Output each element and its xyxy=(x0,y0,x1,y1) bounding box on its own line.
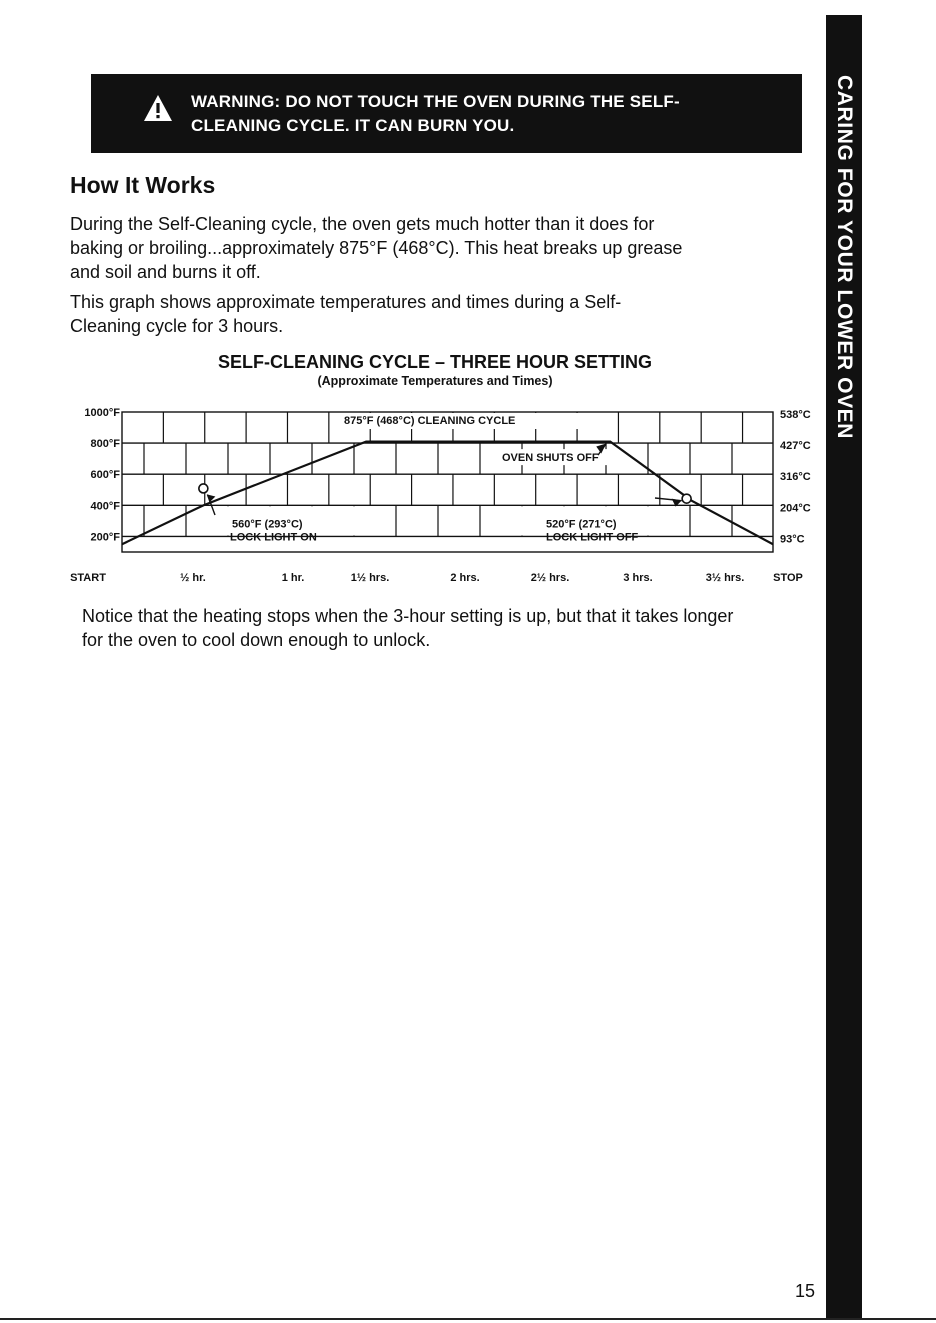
page-number: 15 xyxy=(795,1281,816,1301)
x-tick-label: ½ hr. xyxy=(180,572,206,584)
warning-banner xyxy=(91,74,802,153)
graph-intro-line: Cleaning cycle for 3 hours. xyxy=(70,316,284,336)
warning-line-1: WARNING: DO NOT TOUCH THE OVEN DURING THE SELF- xyxy=(191,92,680,111)
x-tick-label: 2½ hrs. xyxy=(530,572,570,584)
y-tick-right: 427°C xyxy=(780,440,811,453)
x-tick-label: 3½ hrs. xyxy=(705,572,745,584)
lock-off-marker xyxy=(682,494,691,503)
x-tick-label: 1½ hrs. xyxy=(350,572,390,584)
chart-subtitle: (Approximate Temperatures and Times) xyxy=(317,374,553,388)
chart-title: SELF-CLEANING CYCLE – THREE HOUR SETTING xyxy=(217,352,653,372)
y-tick-right: 316°C xyxy=(780,471,811,484)
warning-text xyxy=(191,90,680,138)
x-tick-label: START xyxy=(70,572,106,584)
lock-light-on-label: LOCK LIGHT ON xyxy=(230,531,317,544)
graph-intro-paragraph xyxy=(70,290,810,338)
warning-triangle-icon xyxy=(143,94,173,122)
x-tick-label: 3 hrs. xyxy=(623,572,653,584)
y-tick-left: 400°F xyxy=(90,500,120,513)
notice-line: Notice that the heating stops when the 3-hour setting is up, but that it takes longer xyxy=(82,606,734,626)
section-tab-label: CARING FOR YOUR LOWER OVEN xyxy=(833,75,856,440)
graph-intro-line: This graph shows approximate temperatures and times during a Self- xyxy=(70,292,622,312)
y-tick-right: 538°C xyxy=(780,409,811,421)
self-cleaning-chart xyxy=(0,395,830,595)
intro-paragraph xyxy=(70,212,810,284)
notice-paragraph xyxy=(82,604,827,652)
intro-line: During the Self-Cleaning cycle, the oven gets much hotter than it does for xyxy=(70,214,655,234)
y-tick-left: 1000°F xyxy=(84,407,120,419)
notice-line: for the oven to cool down enough to unlock. xyxy=(82,630,431,650)
page-bottom-rule xyxy=(0,1318,936,1320)
warning-line-2: CLEANING CYCLE. IT CAN BURN YOU. xyxy=(191,116,515,135)
lock-on-marker xyxy=(199,484,208,493)
y-tick-right: 204°C xyxy=(780,502,811,515)
y-tick-right: 93°C xyxy=(780,533,805,546)
lock-on-temp-label: 560°F (293°C) xyxy=(232,518,303,531)
intro-line: and soil and burns it off. xyxy=(70,262,261,282)
cleaning-cycle-label: 875°F (468°C) CLEANING CYCLE xyxy=(344,415,516,427)
lock-off-temp-label: 520°F (271°C) xyxy=(546,518,617,531)
y-tick-left: 600°F xyxy=(90,469,120,482)
x-tick-label: 1 hr. xyxy=(281,572,305,584)
x-tick-label: STOP xyxy=(773,572,803,584)
intro-line: baking or broiling...approximately 875°F (468°C). This heat breaks up grease xyxy=(70,238,683,258)
x-tick-label: 2 hrs. xyxy=(450,572,480,584)
y-tick-left: 800°F xyxy=(90,438,120,451)
oven-shuts-off-label: OVEN SHUTS OFF xyxy=(502,452,599,465)
section-heading: How It Works xyxy=(70,172,216,198)
lock-light-off-label: LOCK LIGHT OFF xyxy=(546,531,639,544)
section-side-tab xyxy=(826,15,862,1320)
y-tick-left: 200°F xyxy=(90,531,120,544)
